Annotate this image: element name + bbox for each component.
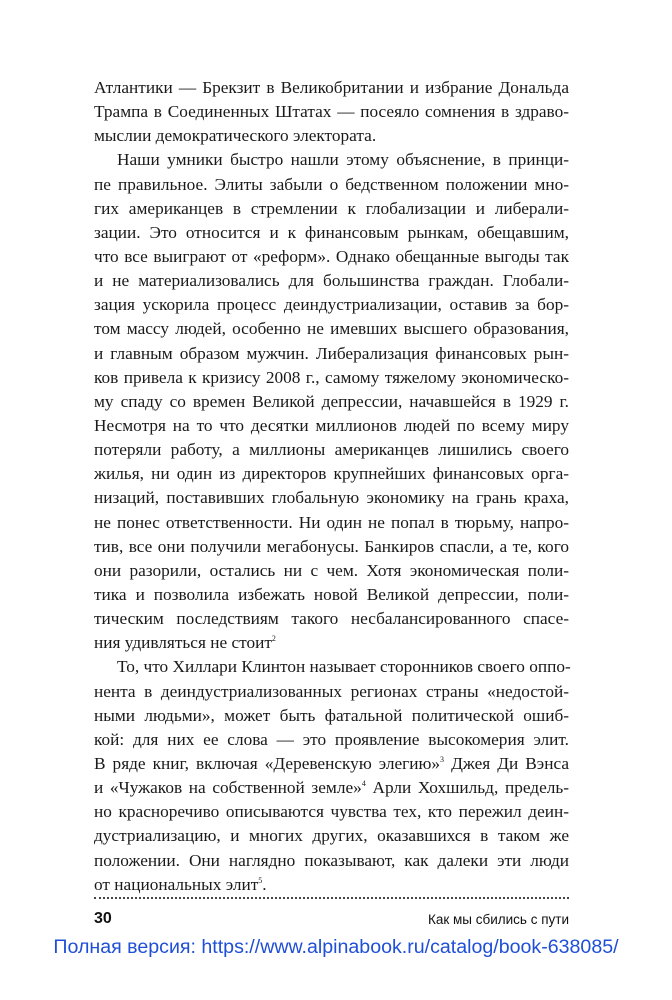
text-line-content: ными людьми», может быть фатальной политической ошиб-: [94, 705, 569, 725]
full-version-link[interactable]: Полная версия: https://www.alpinabook.ru/catalog/book-638085/: [53, 936, 619, 958]
text-line: [94, 414, 569, 438]
text-line: [94, 511, 569, 535]
text-line-content: В ряде книг, включая «Деревенскую элегию»: [94, 753, 441, 773]
text-line: [94, 728, 569, 752]
text-line: [94, 100, 569, 124]
footnote-marker[interactable]: 4: [361, 779, 366, 789]
text-line-content: низаций, поставивших глобальную экономику на грань краха,: [94, 488, 569, 508]
text-line-content: тическим последствиям такого несбалансированного спасе-: [94, 609, 569, 629]
text-line-tail: .: [262, 874, 267, 894]
text-line-content: нента в деиндустриализованных регионах страны «недостой-: [94, 681, 569, 701]
text-line: [94, 704, 569, 728]
text-line-content: пе правильное. Элиты забыли о бедственном положении мно-: [94, 174, 569, 194]
text-line: [94, 873, 569, 897]
text-line: [94, 293, 569, 317]
text-line-content: и «Чужаков на собственной земле»: [94, 778, 362, 798]
text-line: [94, 462, 569, 486]
text-line: [94, 559, 569, 583]
text-line: [94, 486, 569, 510]
text-line: [94, 221, 569, 245]
text-line-tail: Арли Хохшильд, предель-: [365, 778, 570, 798]
text-line: [94, 76, 569, 100]
text-line-content: положении. Они наглядно показывают, как далеки эти люди: [94, 850, 569, 870]
text-line-content: Атлантики — Брекзит в Великобритании и избрание Дональда: [94, 78, 569, 97]
text-line-content: потеряли работу, а миллионы американцев лишились своего: [94, 440, 569, 460]
text-line: [94, 655, 569, 679]
text-line-content: от национальных элит: [94, 874, 259, 894]
text-line-content: тив, все они получили мегабонусы. Банкиров спасли, а те, кого: [94, 536, 569, 556]
text-line-content: но красноречиво описываются чувства тех, кто пережил деин-: [94, 802, 569, 822]
text-line-content: кой: для них ее слова — это проявление высокомерия элит.: [94, 729, 569, 749]
text-line: [94, 631, 569, 655]
text-line: [94, 124, 569, 148]
text-line: [94, 680, 569, 704]
text-line-content: том массу людей, особенно не имевших высшего образования,: [94, 319, 569, 339]
text-line: [94, 342, 569, 366]
text-line-content: что все выиграют от «реформ». Однако обещанные выгоды так: [94, 246, 569, 266]
text-line: [94, 535, 569, 559]
text-line: [94, 173, 569, 197]
text-line: [94, 583, 569, 607]
text-line-content: дустриализацию, и многих других, оказавшихся в таком же: [94, 826, 569, 846]
text-line-content: Трампа в Соединенных Штатах — посеяло сомнения в здраво-: [94, 102, 569, 122]
footnote-marker[interactable]: 3: [440, 754, 445, 764]
text-line: [94, 269, 569, 293]
text-line-content: не понес ответственности. Ни один не попал в тюрьму, напро-: [94, 512, 569, 532]
text-line: [94, 197, 569, 221]
text-line: [94, 824, 569, 848]
text-line: [94, 148, 569, 172]
text-line-content: ния удивляться не стоит: [94, 633, 272, 653]
text-line-content: жилья, ни один из директоров крупнейших финансовых орга-: [94, 464, 569, 484]
text-line-content: му спаду со времен Великой депрессии, начавшейся в 1929 г.: [94, 391, 569, 411]
text-line-content: тика и позволила избежать новой Великой депрессии, поли-: [94, 584, 569, 604]
text-line: [94, 317, 569, 341]
text-line: [94, 800, 569, 824]
text-line-content: То, что Хиллари Клинтон называет сторонников своего оппо-: [117, 657, 571, 677]
text-line: [94, 849, 569, 873]
page-number: 30: [94, 910, 112, 927]
text-line-content: гих американцев в стремлении к глобализации и либерали-: [94, 198, 569, 218]
text-line-content: Несмотря на то что десятки миллионов людей по всему миру: [94, 415, 569, 435]
text-line: [94, 752, 569, 776]
text-line-content: Наши умники быстро нашли этому объяснение, в принци-: [117, 150, 569, 170]
text-line-content: ков привела к кризису 2008 г., самому тяжелому экономическо-: [94, 367, 569, 387]
text-line: [94, 776, 569, 800]
text-line-content: зации. Это относится и к финансовым рынкам, обещавшим,: [94, 222, 569, 242]
text-line: [94, 245, 569, 269]
text-line: [94, 607, 569, 631]
body-text: [94, 76, 569, 897]
text-line: [94, 366, 569, 390]
text-line-content: мыслии демократического электората.: [94, 126, 377, 146]
running-title: Как мы сбились с пути: [427, 912, 569, 927]
text-line-content: они разорили, остались ни с чем. Хотя экономическая поли-: [94, 560, 569, 580]
text-line: [94, 390, 569, 414]
footnote-marker[interactable]: 2: [271, 634, 276, 644]
text-line-tail: Джея Ди Вэнса: [444, 753, 570, 773]
text-line: [94, 438, 569, 462]
text-line-content: и не материализовались для большинства граждан. Глобали-: [94, 271, 569, 291]
footnote-marker[interactable]: 5: [258, 875, 263, 885]
text-line-content: зация ускорила процесс деиндустриализации, оставив за бор-: [94, 295, 569, 315]
text-line-content: и главным образом мужчин. Либерализация финансовых рын-: [94, 343, 569, 363]
footer-divider: [94, 897, 569, 899]
